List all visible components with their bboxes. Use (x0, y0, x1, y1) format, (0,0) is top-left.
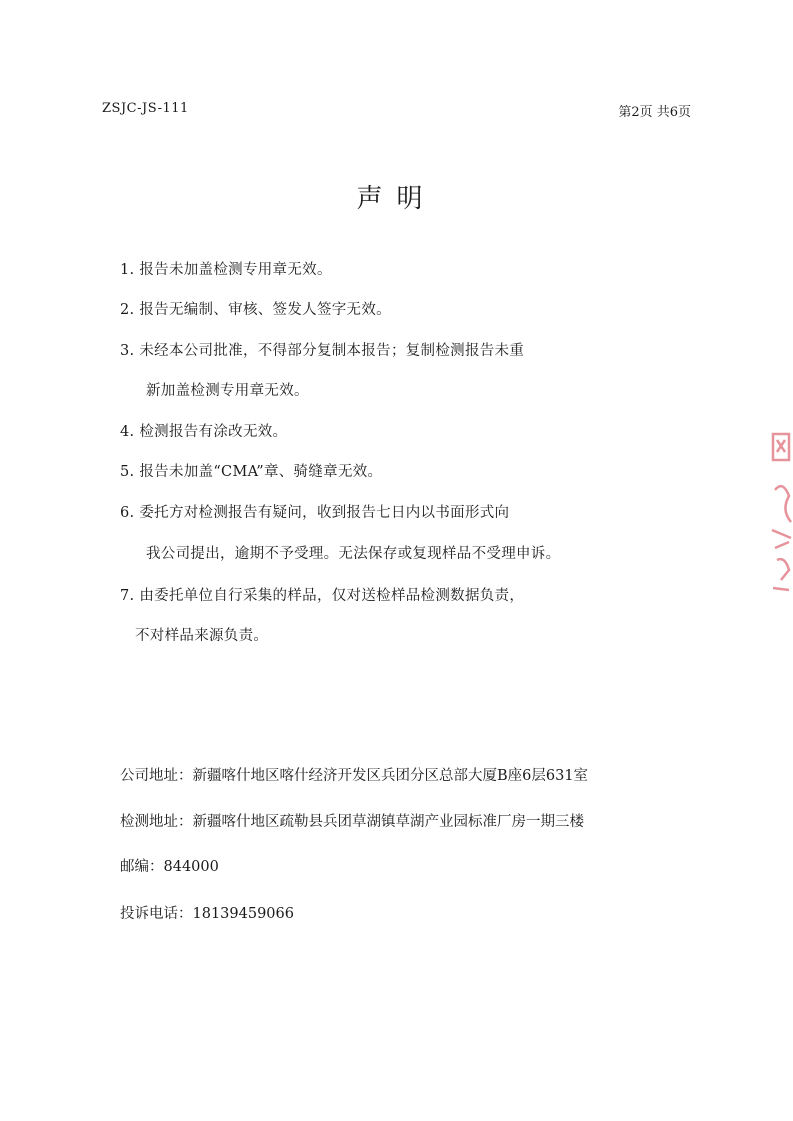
postcode: 邮编：844000 (120, 859, 219, 875)
statement-7: 7. 由委托单位自行采集的样品，仅对送检样品检测数据负责， (120, 588, 525, 604)
statement-1: 1. 报告未加盖检测专用章无效。 (120, 262, 332, 278)
lab-address: 检测地址：新疆喀什地区疏勒县兵团草湖镇草湖产业园标准厂房一期三楼 (120, 814, 584, 830)
statement-2: 2. 报告无编制、审核、签发人签字无效。 (120, 302, 391, 318)
statement-6-cont: 我公司提出，逾期不予受理。无法保存或复现样品不受理申诉。 (146, 546, 561, 562)
statement-3: 3. 未经本公司批准，不得部分复制本报告；复制检测报告未重 (120, 343, 525, 359)
page-title: 声明 (356, 184, 437, 214)
statement-5: 5. 报告未加盖“CMA”章、骑缝章无效。 (120, 464, 383, 480)
statement-3-cont: 新加盖检测专用章无效。 (146, 383, 309, 399)
page-number: 第2页 共6页 (618, 105, 691, 120)
company-address: 公司地址：新疆喀什地区喀什经济开发区兵团分区总部大厦B座6层631室 (120, 768, 589, 784)
document-code: ZSJC-JS-111 (102, 101, 189, 116)
seal-stamp-icon (767, 430, 793, 595)
statement-6: 6. 委托方对检测报告有疑问，收到报告七日内以书面形式向 (120, 505, 510, 521)
complaint-phone: 投诉电话：18139459066 (120, 906, 294, 922)
statement-4: 4. 检测报告有涂改无效。 (120, 424, 288, 440)
statement-7-cont: 不对样品来源负责。 (135, 628, 269, 644)
